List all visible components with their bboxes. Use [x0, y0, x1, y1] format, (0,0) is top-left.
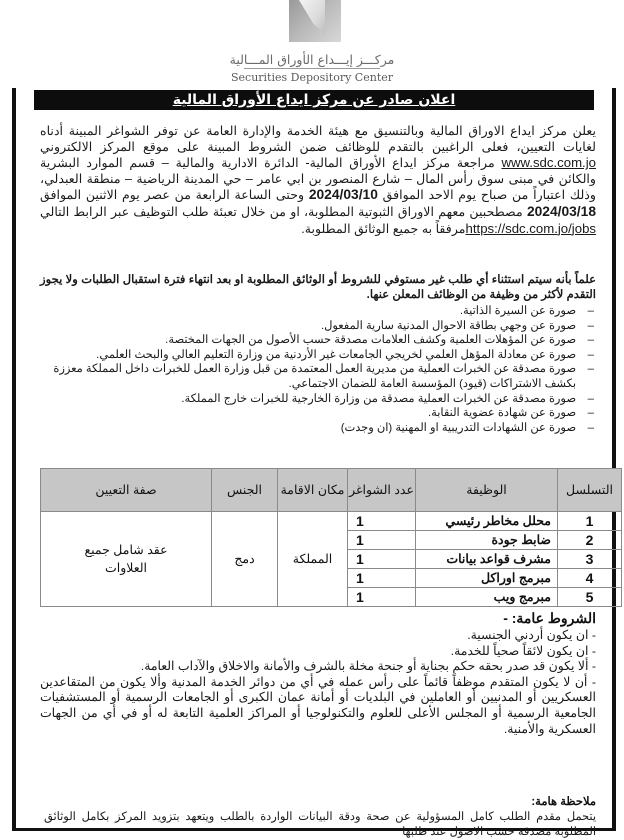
intro-text-4: مصطحبين معهم الاوراق الثبوتية المطلوبة، او من خلال تعبئة طلب التوظيف عبر الرابط التالي — [40, 204, 527, 219]
condition-item: - ألا يكون قد صدر بحقه حكم بجناية أو جنحة مخلة بالشرف والأمانة والاخلاق والآداب العامة. — [140, 659, 596, 674]
exclusion-notice: علماً بأنه سيتم استثناء أي طلب غير مستوفي للشروط أو الوثائق المطلوبة او بعد انتهاء فترة استقبال الطلبات ولا يجوز التقدم لأكثر من وظيفة من الوظائف المعلن عنها. — [40, 273, 596, 301]
table-row — [41, 512, 622, 531]
header-gender: الجنس — [212, 469, 278, 512]
end-date: 2024/03/18 — [526, 203, 596, 219]
jobs-link[interactable]: https://sdc.com.jo/jobs — [465, 220, 596, 236]
document-item: – صورة عن وجهي بطاقة الاحوال المدنية سارية المفعول. — [46, 319, 596, 334]
document-item: – صورة عن شهادة عضوية النقابة. — [46, 406, 596, 421]
header-residence: مكان الاقامة — [278, 469, 348, 512]
condition-item: - ان يكون أردني الجنسية. — [467, 628, 596, 642]
vacancies-cell: 1 — [348, 531, 416, 550]
vacancies-cell: 1 — [348, 588, 416, 607]
document-item: – صورة عن المؤهلات العلمية وكشف العلامات مصدقة حسب الأصول من الجهات المختصة. — [46, 333, 596, 348]
serial-cell: 5 — [558, 588, 622, 607]
logo-page-curl-icon — [289, 0, 341, 42]
job-cell: مبرمج اوراكل — [416, 569, 558, 588]
condition-item: - ان يكون لائقاً صحياً للخدمة. — [450, 643, 596, 658]
document-item: – صورة مصدقة عن الخبرات العملية من مديرية العمل المعتمدة من قبل وزارة العمل للخبرات داخل المملكة معززة بكشف الاشتراكات (قيود) المؤسسة العامة للضمان الاجتماعي. — [46, 362, 596, 391]
logo-english-name: Securities Depository Center — [230, 71, 394, 84]
advertisement-frame — [12, 88, 616, 838]
vacancies-cell: 1 — [348, 550, 416, 569]
serial-cell: 1 — [558, 512, 622, 531]
header-job: الوظيفة — [416, 469, 558, 512]
intro-text-3: وحتى الساعة الرابعة من عصر يوم الاثنين الموافق — [40, 188, 309, 203]
gender-cell: دمج — [212, 512, 278, 607]
jobs-table — [40, 468, 622, 607]
general-conditions-list — [40, 628, 596, 737]
header-vacancies: عدد الشواغر — [348, 469, 416, 512]
document-item: – صورة مصدقة عن الخبرات العملية مصدقة من وزارة الخارجية للخبرات خارج المملكة. — [46, 392, 596, 407]
required-documents-list — [46, 304, 596, 435]
document-item: – صورة عن معادلة المؤهل العلمي لخريجي الجامعات غير الأردنية من وزارة التعليم العالي والبحث العلمي. — [46, 348, 596, 363]
intro-text-5: مرفقاً به جميع الوثائق المطلوبة. — [301, 221, 466, 236]
announcement-title: اعلان صادر عن مركز ايداع الأوراق المالية — [172, 92, 456, 108]
general-conditions-heading: الشروط عامة: - — [503, 610, 596, 626]
vacancies-cell: 1 — [348, 512, 416, 531]
logo-divider — [244, 68, 380, 69]
job-cell: محلل مخاطر رئيسي — [416, 512, 558, 531]
document-item: – صورة عن السيرة الذاتية. — [46, 304, 596, 319]
start-date: 2024/03/10 — [308, 187, 378, 203]
job-cell: مشرف قواعد بيانات — [416, 550, 558, 569]
jobs-table-header — [41, 469, 622, 512]
appointment-text: عقد شامل جميع العلاوات — [84, 543, 168, 575]
website-link[interactable]: www.sdc.com.jo — [501, 155, 596, 171]
important-note-heading: ملاحظة هامة: — [531, 796, 596, 808]
header-appointment: صفة التعيين — [41, 469, 212, 512]
intro-paragraph — [40, 124, 596, 237]
sdc-logo — [0, 0, 624, 88]
document-item: – صورة عن الشهادات التدريبية او المهنية (ان وجدت) — [46, 421, 596, 436]
serial-cell: 3 — [558, 550, 622, 569]
appointment-cell — [41, 512, 212, 607]
vacancies-cell: 1 — [348, 569, 416, 588]
job-cell: مبرمج ويب — [416, 588, 558, 607]
serial-cell: 4 — [558, 569, 622, 588]
intro-text-1: يعلن مركز ايداع الاوراق المالية وبالتنسيق مع هيئة الخدمة والإدارة العامة عن توفر الشواغر المبينة أدناه لغايات التعيين، فعلى الراغبين بالتقدم للوظائف ضمن الشروط المبينة على موقع المركز الالكتروني — [40, 124, 596, 154]
header-serial: التسلسل — [558, 469, 622, 512]
serial-cell: 2 — [558, 531, 622, 550]
announcement-banner — [34, 90, 594, 110]
intro-text-2: مراجعة مركز ايداع الأوراق المالية- الدائرة الادارية والمالية – قسم الموارد البشرية والكائن في مبنى سوق رأس المال – شارع المنصور بن ابي عامر – حي المدينة الرياضية – منطقة العبدلي، وذلك اعتباراً من صباح يوم الاحد الموافق — [40, 156, 596, 203]
important-note-text: يتحمل مقدم الطلب كامل المسؤولية عن صحة ودقة البيانات الواردة بالطلب ويتعهد بتزويد المركز بكامل الوثائق المطلوبة مصدقة حسب الاصول عند طلبها — [44, 811, 596, 838]
job-cell: ضابط جودة — [416, 531, 558, 550]
condition-item: - أن لا يكون المتقدم موظفاً قائماً على رأس عمله في أي من دوائر الخدمة المدنية وألا يكون من المتقاعدين العسكريين أو المدنيين أو العاملين في البلديات أو أمانة عمان الكبرى أو الجامعات الرسمية أو المستشفيات الجامعية الرسمية أو المجلس الأعلى للعلوم والتكنولوجيا أو المراكز العلمية التابعة له أو في أي من الجهات العسكرية والأمنية. — [40, 674, 596, 736]
logo-arabic-name: مركـــز إيـــداع الأوراق المـــالية — [229, 52, 395, 67]
residence-cell: المملكة — [278, 512, 348, 607]
